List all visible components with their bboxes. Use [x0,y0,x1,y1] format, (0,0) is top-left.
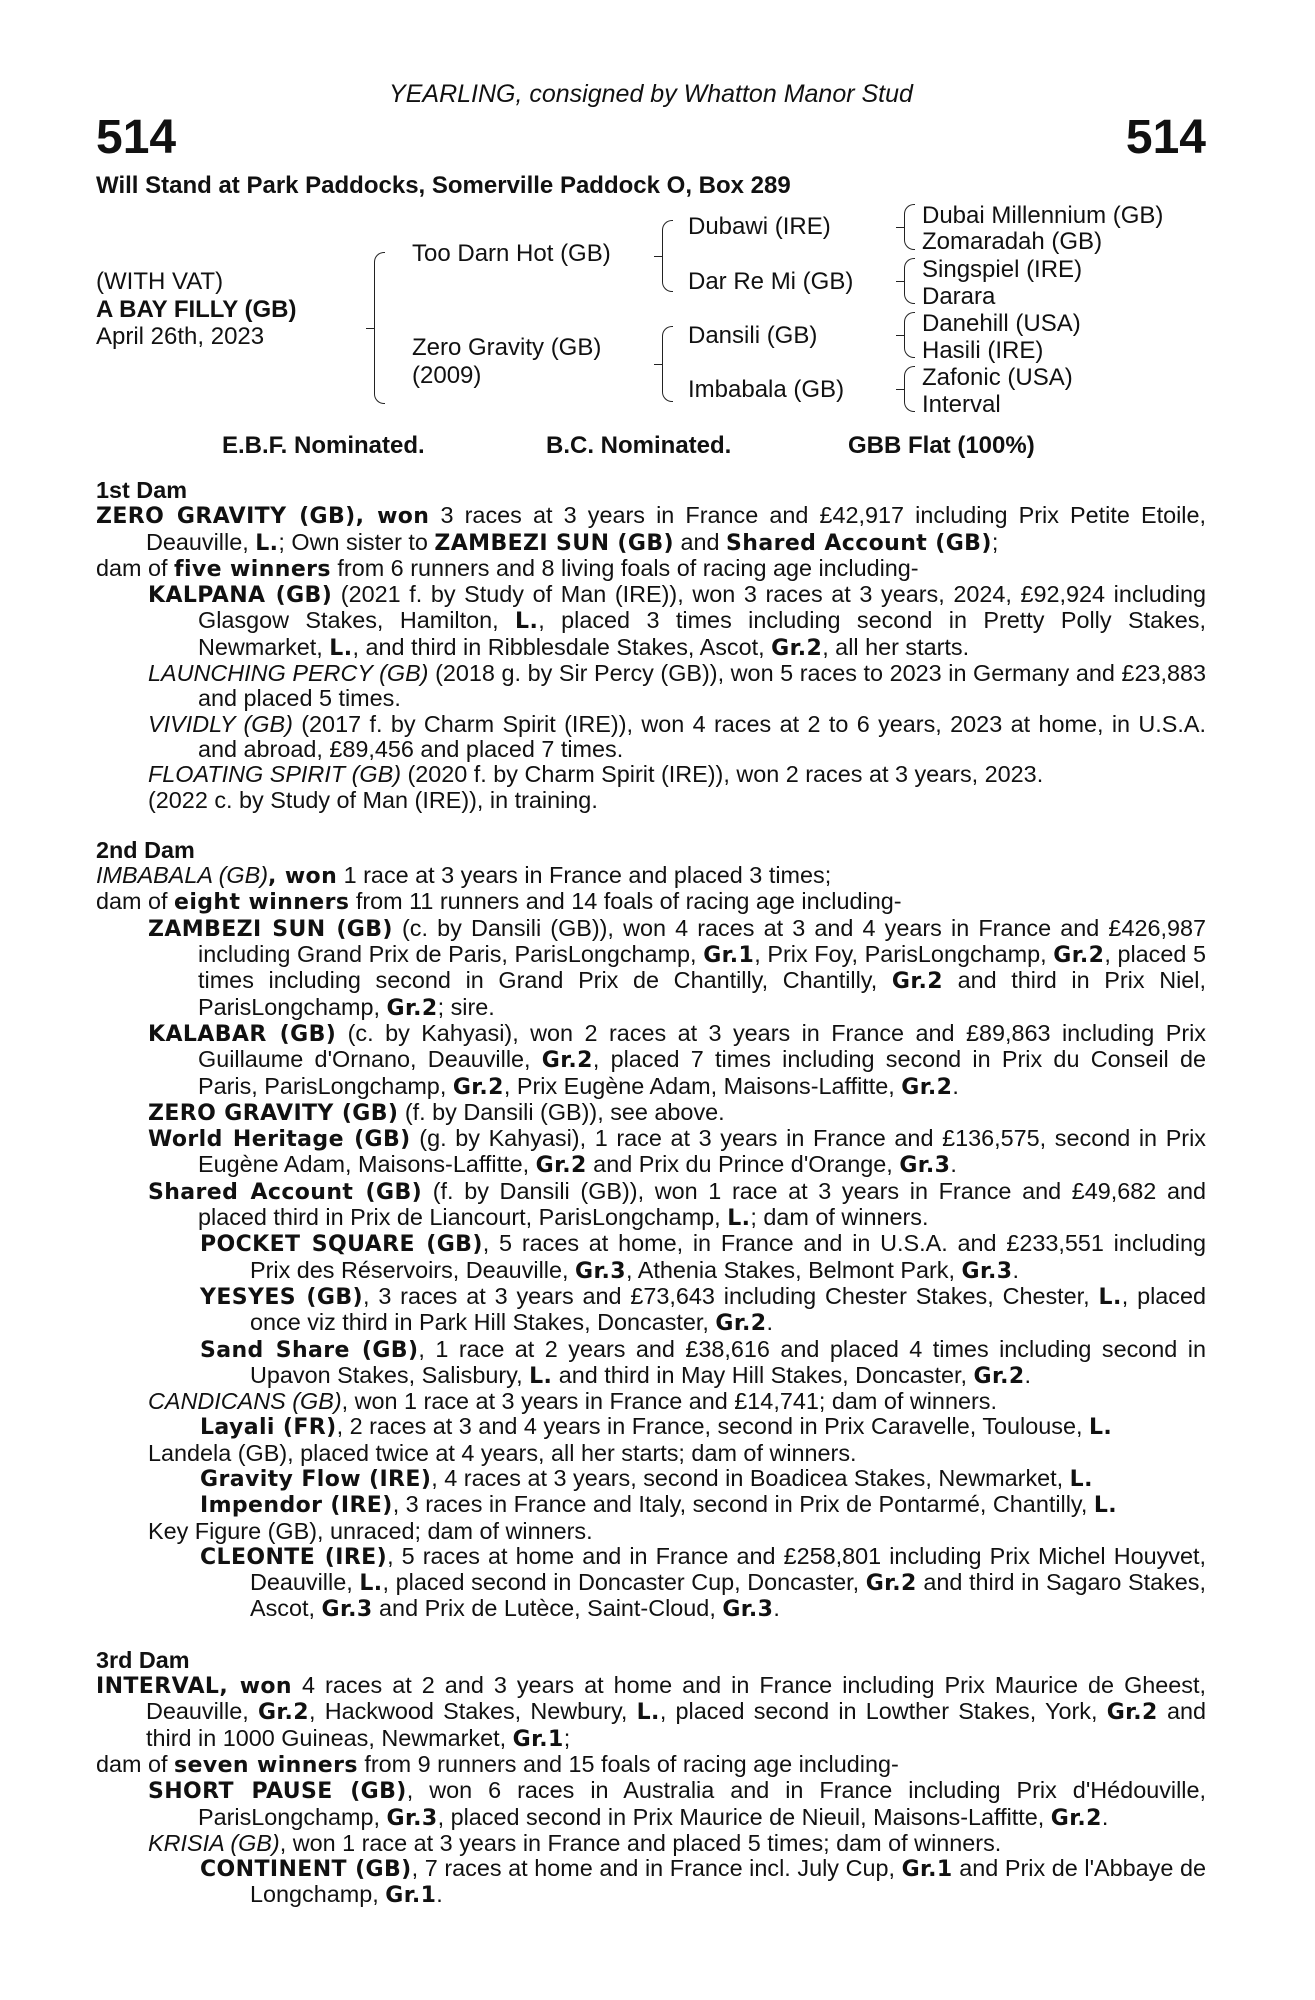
produce-cleonte: CLEONTE (IRE), 5 races at home and in France and £258,801 including Prix Michel Houyvet, Deauville, L., placed second in Doncaster Cup, Doncaster, Gr.2 and third in Sagaro Stakes, Ascot, Gr.3 and Prix de Lutèce, Saint-Cloud, Gr.3. [200,1542,1206,1623]
brace-gen2a [662,220,673,292]
produce-vividly: VIVIDLY (GB) (2017 f. by Charm Spirit (IRE)), won 4 races at 2 to 6 years, 2023 at home, in U.S.A. and abroad, £89,456 and placed 7 times. [148,710,1206,762]
bc-nomination: B.C. Nominated. [546,432,732,459]
gen3-1: Dubai Millennium (GB) [922,202,1164,229]
gbb-flat: GBB Flat (100%) [848,432,1035,459]
produce-kalpana: KALPANA (GB) (2021 f. by Study of Man (IRE)), won 3 races at 3 years, 2024, £92,924 including Glasgow Stakes, Hamilton, L., placed 3 times including second in Pretty Polly Stakes, Newmarket, L., and third in Ribblesdale Stakes, Ascot, Gr.2, all her starts. [148,581,1206,661]
brace-gen2b [662,326,673,402]
lot-name: A BAY FILLY (GB) [96,296,297,323]
sire-sire: Dubawi (IRE) [688,213,831,240]
produce-layali: Layali (FR), 2 races at 3 and 4 years in France, second in Prix Caravelle, Toulouse, L. [200,1413,1113,1441]
gen3-4: Darara [922,283,996,310]
produce-continent: CONTINENT (GB), 7 races at home and in France incl. July Cup, Gr.1 and Prix de l'Abbaye de Longchamp, Gr.1. [200,1855,1206,1909]
produce-zero-gravity: ZERO GRAVITY (GB) (f. by Dansili (GB)), see above. [148,1098,725,1126]
first-dam-heading: 1st Dam [96,477,188,503]
first-dam-produce-summary: dam of five winners from 6 runners and 8 living foals of racing age including- [96,554,919,582]
produce-shared-account: Shared Account (GB) (f. by Dansili (GB)), won 1 race at 3 years in France and £49,682 and placed third in Prix de Liancourt, ParisLongchamp, L.; dam of winners. [148,1177,1206,1232]
produce-key-figure: Key Figure (GB), unraced; dam of winners. [148,1517,593,1544]
lot-number-right: 514 [1125,111,1206,164]
brace-gen3d [904,366,915,412]
dam: Zero Gravity (GB) [412,334,602,361]
brace-gen3a [904,204,915,250]
sire: Too Darn Hot (GB) [412,240,611,267]
gen3-6: Hasili (IRE) [922,337,1044,364]
gen3-3: Singspiel (IRE) [922,256,1083,283]
dam-sire: Dansili (GB) [688,322,818,349]
vat-note: (WITH VAT) [96,268,224,295]
gen3-5: Danehill (USA) [922,310,1081,337]
dam-dam: Imbabala (GB) [688,376,845,403]
produce-zambezi-sun: ZAMBEZI SUN (GB) (c. by Dansili (GB)), won 4 races at 3 and 4 years in France and £426,987 including Grand Prix de Paris, ParisLongchamp, Gr.1, Prix Foy, ParisLongchamp, Gr.2, placed 5 times including second in Grand Prix de Chantilly, Chantilly, Gr.2 and third in Prix Niel, ParisLongchamp, Gr.2; sire. [148,914,1207,1021]
dam-year: (2009) [412,362,482,389]
brace-gen3c [904,312,915,358]
lot-number-left: 514 [96,111,177,164]
produce-gravity-flow: Gravity Flow (IRE), 4 races at 3 years, second in Boadicea Stakes, Newmarket, L. [200,1464,1093,1492]
produce-landela: Landela (GB), placed twice at 4 years, all her starts; dam of winners. [148,1439,857,1466]
third-dam-heading: 3rd Dam [96,1646,190,1673]
catalogue-page [96,0,1206,2000]
third-dam-record: INTERVAL, won 4 races at 2 and 3 years at home and in France including Prix Maurice de Gheest, Deauville, Gr.2, Hackwood Stakes, Newbury, L., placed second in Lowther Stakes, York, Gr.2 and third in 1000 Guineas, Newmarket, Gr.1; [96,1672,1206,1752]
produce-launching-percy: LAUNCHING PERCY (GB) (2018 g. by Sir Percy (GB)), won 5 races to 2023 in Germany and £23,883 and placed 5 times. [148,660,1206,712]
produce-impendor: Impendor (IRE), 3 races in France and Italy, second in Prix de Pontarmé, Chantilly, L. [200,1491,1118,1519]
consignment-line: YEARLING, consigned by Whatton Manor Stud [389,80,913,108]
produce-2022-colt: (2022 c. by Study of Man (IRE)), in training. [148,786,598,813]
produce-sand-share: Sand Share (GB), 1 race at 2 years and £38,616 and placed 4 times including second in Upavon Stakes, Salisbury, L. and third in May Hill Stakes, Doncaster, Gr.2. [200,1335,1206,1389]
produce-kalabar: KALABAR (GB) (c. by Kahyasi), won 2 races at 3 years in France and £89,863 including Prix Guillaume d'Ornano, Deauville, Gr.2, placed 7 times including second in Prix du Conseil de Paris, ParisLongchamp, Gr.2, Prix Eugène Adam, Maisons-Laffitte, Gr.2. [148,1019,1207,1100]
brace-gen3b [904,258,915,304]
produce-short-pause: SHORT PAUSE (GB), won 6 races in Australia and in France including Prix d'Hédouville, ParisLongchamp, Gr.3, placed second in Prix Maurice de Nieuil, Maisons-Laffitte, Gr.2. [148,1777,1206,1831]
gen3-8: Interval [922,391,1001,418]
second-dam-produce-summary: dam of eight winners from 11 runners and 14 foals of racing age including- [96,888,902,916]
second-dam-record: IMBABALA (GB), won 1 race at 3 years in France and placed 3 times; [96,862,832,890]
produce-candicans: CANDICANS (GB), won 1 race at 3 years in France and £14,741; dam of winners. [148,1388,997,1415]
stand-location: Will Stand at Park Paddocks, Somerville Paddock O, Box 289 [96,172,791,199]
third-dam-produce-summary: dam of seven winners from 9 runners and 15 foals of racing age including- [96,1750,899,1778]
sire-dam: Dar Re Mi (GB) [688,268,854,295]
ebf-nomination: E.B.F. Nominated. [222,432,425,459]
produce-krisia: KRISIA (GB), won 1 race at 3 years in France and placed 5 times; dam of winners. [148,1829,1002,1856]
gen3-2: Zomaradah (GB) [922,228,1103,255]
foaling-date: April 26th, 2023 [96,323,265,350]
produce-pocket-square: POCKET SQUARE (GB), 5 races at home, in France and in U.S.A. and £233,551 including Prix des Réservoirs, Deauville, Gr.3, Athenia Stakes, Belmont Park, Gr.3. [200,1230,1206,1284]
produce-record [96,478,1206,1909]
produce-world-heritage: World Heritage (GB) (g. by Kahyasi), 1 race at 3 years in France and £136,575, second in Prix Eugène Adam, Maisons-Laffitte, Gr.2 and Prix du Prince d'Orange, Gr.3. [148,1125,1206,1179]
produce-floating-spirit: FLOATING SPIRIT (GB) (2020 f. by Charm Spirit (IRE)), won 2 races at 3 years, 2023. [148,761,1044,788]
gen3-7: Zafonic (USA) [922,364,1073,391]
produce-yesyes: YESYES (GB), 3 races at 3 years and £73,643 including Chester Stakes, Chester, L., placed once viz third in Park Hill Stakes, Doncaster, Gr.2. [200,1282,1206,1337]
brace-gen1 [374,252,385,404]
second-dam-heading: 2nd Dam [96,836,195,863]
first-dam-record: ZERO GRAVITY (GB), won 3 races at 3 years in France and £42,917 including Prix Petite Etoile, Deauville, L.; Own sister to ZAMBEZI SUN (GB) and Shared Account (GB); [96,502,1206,556]
